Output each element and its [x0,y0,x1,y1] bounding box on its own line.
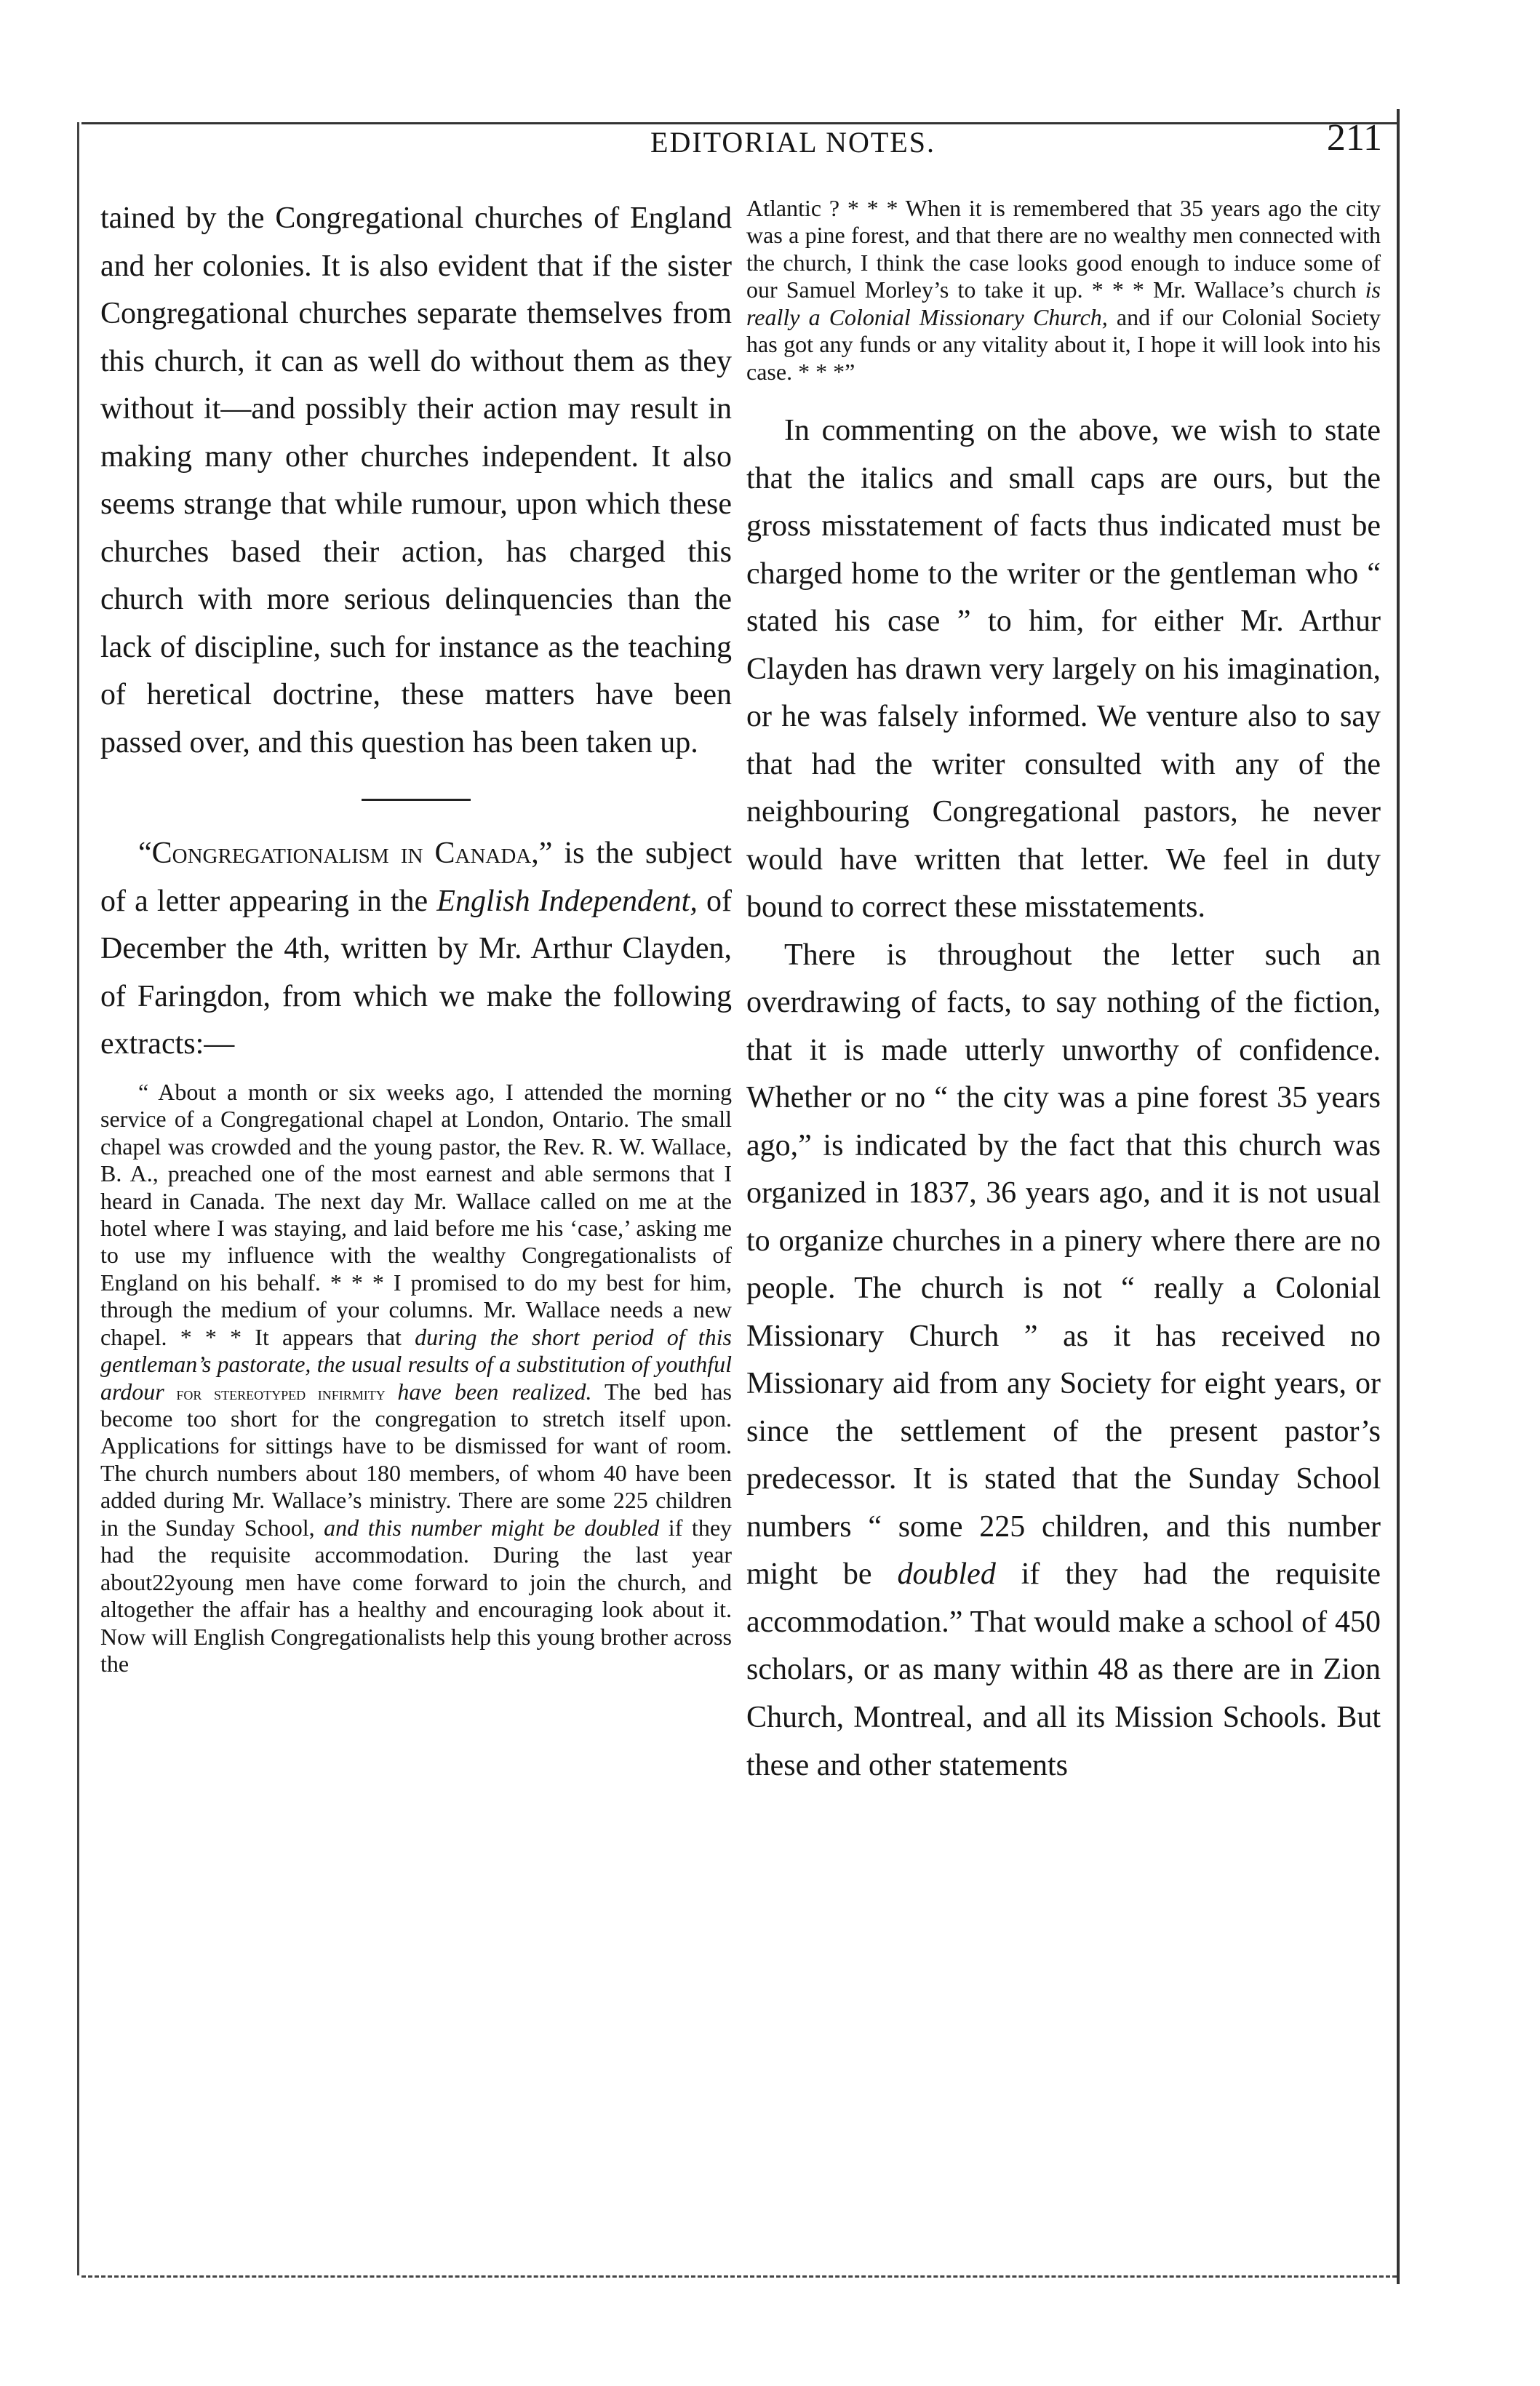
quote-text: if they had the requisite accommodation. During the last year about22young men have come forward to join the church, and altogether the affair has a healthy and encouraging look about it. Now will English Congregationalists help this young brother across the [100,1514,733,1677]
section-divider [362,799,471,801]
right-column [746,195,1381,1790]
left-edge-line [77,122,79,2275]
quote-italic: and this number might be doubled [324,1514,660,1541]
quote-text: The bed has become too short for the congregation to stretch itself upon. Applications for sittings have to be dismissed for want of room. The church numbers about 180 members, of whom 40 have been added during Mr. Wallace’s ministry. There are some 225 children in the Sunday School, [100,1378,733,1541]
quoted-letter [100,1079,732,1678]
paragraph-overdrawing [746,932,1381,1790]
open-quote: “ [138,837,152,871]
top-rule [81,122,1397,124]
quote-text: and if our Colonial Society has got any funds or any vitality about it, I hope it will look into his case. * * *” [746,303,1381,385]
left-column [100,195,732,1677]
page-number: 211 [1326,117,1382,159]
quote-italic: have been realized. [397,1378,592,1405]
small-caps-title: Congregationalism in Canada, [151,837,539,871]
paragraph-text: if they had the requisite accommodation.” That would make a school of 450 scholars, or as many within 48 as there are in Zion Church, Montreal, and all its Mission Schools. But these and other statements [746,1557,1381,1782]
bottom-rule [81,2275,1397,2278]
quote-text: Atlantic ? * * * When it is remembered that 35 years ago the city was a pine forest, and that there are no wealthy men connected with the church, I think the case looks good enough to induce some of our Samuel Morley’s to take it up. * * * Mr. Wallace’s church [746,195,1381,303]
paragraph-italic: doubled [897,1557,996,1592]
italic-newspaper-title: English Independent, [436,884,698,918]
paragraph-text: ” is the subject of a letter appearing in the [100,837,732,918]
paragraph-text: There is throughout the letter such an overdrawing of facts, to say nothing of the fiction, that it is made utterly unworthy of confidence. Whether or no “ the city was a pine forest 35 years ago,” is indicated by the fact that this church was organized in 1837, 36 years ago, and it is not usual to organize churches in a pinery where there are no people. The church is not “ really a Colonial Missionary Church ” as it has received no Missionary aid from any Society for eight years, or since the settlement of the present pastor’s predecessor. It is stated that the Sunday School numbers “ some 225 children, and this number might be [746,938,1381,1592]
running-head: EDITORIAL NOTES. [650,126,935,159]
paragraph-commenting: In commenting on the above, we wish to state that the italics and small caps are ours, but the gross misstatement of facts thus indicated must be charged home to the writer or the gentleman who “ stated his case ” to him, for either Mr. Arthur Clayden has drawn very largely on his imagination, or he was falsely informed. We venture also to say that had the writer consulted with any of the neighbouring Congregational pastors, he never would have written that letter. We feel in duty bound to correct these misstatements. [746,414,1381,925]
quote-small-caps: for stereotyped infirmity [164,1382,398,1404]
quote-text: “ About a month or six weeks ago, I attended the morning service of a Congregational chapel at London, Ontario. The small chapel was crowded and the young pastor, the Rev. R. W. Wallace, B. A., preached one of the most earnest and able sermons that I heard in Canada. The next day Mr. Wallace called on me at the hotel where I was staying, and laid before me his ‘case,’ asking me to use my influence with the wealthy Congregationalists of England on his behalf. * * * I promised to do my best for him, through the medium of your columns. Mr. Wallace needs a new chapel. * * * It appears that [100,1078,732,1350]
paragraph-continued: tained by the Congregational churches of England and her colonies. It is also evident that if the sister Congregational churches separate themselves from this church, it can as well do without them as they without it—and possibly their action may result in making many other churches independent. It also seems strange that while rumour, upon which these churches based their action, has charged this church with more serious delinquencies than the lack of discipline, such for instance as the teaching of heretical doctrine, these matters have been passed over, and this question has been taken up. [100,202,732,759]
paragraph-congregationalism [100,830,732,1069]
quoted-letter-continued [746,195,1381,386]
quote-italic: is really a Colonial Missionary Church, [746,276,1381,330]
quote-italic: during the short period of this gentleman’s pastorate, the usual results of a substitution of youthful ardour [100,1323,733,1405]
paragraph-text: of December the 4th, written by Mr. Arthur Clayden, of Faringdon, from which we make the following extracts:— [100,884,732,1061]
right-edge-line [1397,109,1400,2284]
